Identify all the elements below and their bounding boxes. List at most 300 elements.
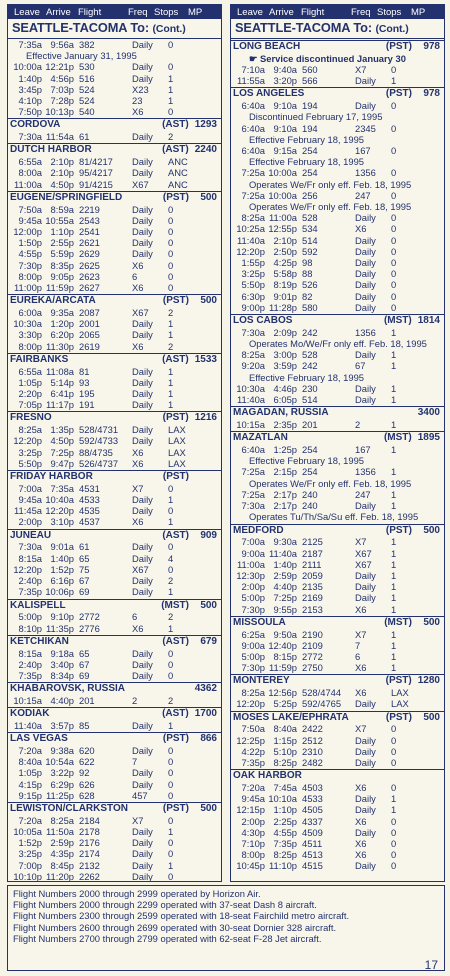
stops: 0: [391, 837, 397, 849]
mileage-points: 866: [200, 733, 217, 745]
stops: 1: [391, 581, 397, 593]
flight-number: 2184: [79, 814, 100, 826]
leave-time: 10:05a: [13, 825, 42, 837]
arrive-time: 1:52p: [50, 563, 74, 575]
flight-row: [231, 268, 444, 279]
flight-number: 620: [79, 744, 95, 756]
column-header: [231, 5, 444, 19]
arrive-time: 9:01p: [273, 290, 297, 302]
stops: 0: [168, 848, 174, 860]
flight-number: 2219: [79, 203, 100, 215]
flight-number: 92: [79, 767, 90, 779]
time-zone: (PST): [385, 41, 412, 52]
leave-time: 8:25a: [18, 424, 42, 436]
arrive-time: 1:40p: [50, 552, 74, 564]
time-zone: (MST): [384, 616, 412, 628]
destination-header: [231, 524, 444, 537]
flight-row: [8, 106, 221, 117]
flight-number: 69: [79, 669, 90, 681]
flight-number: 2125: [302, 536, 323, 548]
frequency: Daily: [355, 826, 376, 838]
leave-time: 10:15a: [236, 419, 265, 431]
arrive-time: 5:58p: [273, 268, 297, 280]
flight-number: 240: [302, 500, 318, 512]
footnote-line: Flight Numbers 2000 through 2299 operated with 37-seat Dash 8 aircraft.: [13, 899, 317, 911]
leave-time: 12:20p: [236, 698, 265, 710]
schedule-note: Operates Tu/Th/Sa/Su eff. Feb. 18, 1995: [249, 511, 419, 523]
flight-row: [231, 592, 444, 603]
flight-number: 592/4765: [302, 698, 342, 710]
flight-number: 2111: [302, 558, 322, 570]
flight-row: [231, 860, 444, 871]
stops: 1: [391, 466, 397, 478]
flight-row: [231, 190, 444, 201]
flight-row: [8, 377, 221, 388]
stops: 1: [168, 399, 174, 411]
flight-row: [8, 226, 221, 237]
leave-time: 9:00a: [241, 639, 265, 651]
flight-number: 2132: [79, 859, 100, 871]
time-zone: (PST): [162, 191, 189, 203]
arrive-time: 7:35p: [273, 837, 297, 849]
destination-header: [8, 353, 221, 366]
stops: 1: [391, 804, 397, 816]
stops: 1: [168, 365, 174, 377]
arrive-time: 5:25p: [273, 698, 297, 710]
frequency: Daily: [132, 388, 153, 400]
frequency: Daily: [355, 212, 376, 224]
flight-number: 4503: [302, 781, 323, 793]
flight-row: [8, 837, 221, 848]
flight-number: 2176: [79, 837, 100, 849]
leave-time: 7:20a: [18, 814, 42, 826]
frequency: X67: [132, 178, 149, 190]
flight-number: 622: [79, 756, 95, 768]
stops: 0: [168, 248, 174, 260]
leave-time: 7:35p: [18, 669, 42, 681]
destination-name: LEWISTON/CLARKSTON: [10, 802, 128, 814]
mileage-points: 1895: [417, 432, 440, 444]
origin-title: [231, 19, 444, 39]
leave-time: 5:50p: [18, 457, 42, 469]
stops: 0: [391, 734, 397, 746]
destination-meta: [378, 407, 440, 419]
stops: LAX: [168, 424, 186, 436]
arrive-time: 8:45p: [50, 859, 74, 871]
flight-row: [231, 581, 444, 592]
frequency: Daily: [132, 237, 153, 249]
arrive-time: 3:20p: [273, 75, 297, 87]
leave-time: 8:25a: [241, 687, 265, 699]
destination-header: [231, 431, 444, 444]
leave-time: 12:20p: [236, 245, 265, 257]
frequency: Daily: [132, 658, 153, 670]
frequency: X6: [355, 603, 367, 615]
arrive-time: 8:19p: [273, 279, 297, 291]
destination-header: [231, 406, 444, 419]
flight-number: 2187: [302, 547, 323, 559]
destination-meta: [378, 432, 440, 444]
stops: 1: [391, 360, 397, 372]
arrive-time: 9:38a: [50, 744, 74, 756]
destination-name: MONTEREY: [233, 675, 290, 687]
arrive-time: 11:25p: [46, 789, 74, 801]
leave-time: 7:00p: [18, 859, 42, 871]
arrive-time: 4:55p: [273, 826, 297, 838]
flight-number: 4515: [302, 860, 323, 872]
flight-number: 2543: [79, 214, 100, 226]
destination-name: FAIRBANKS: [10, 353, 69, 365]
flight-row: [231, 662, 444, 673]
flight-row: [8, 695, 221, 706]
leave-time: 1:05p: [18, 376, 42, 388]
header-freq: Freq: [351, 6, 371, 18]
arrive-time: 2:17p: [273, 488, 297, 500]
arrive-time: 5:59p: [50, 248, 74, 260]
stops: 0: [168, 541, 174, 553]
frequency: Daily: [355, 100, 376, 112]
stops: 4: [168, 552, 174, 564]
flight-row: [231, 349, 444, 360]
leave-time: 1:52p: [18, 837, 42, 849]
schedule-note: ☛ Service discontinued January 30: [249, 52, 406, 64]
destination-header: [8, 635, 221, 648]
flight-number: 2153: [302, 603, 323, 615]
frequency: 247: [355, 189, 371, 201]
arrive-time: 2:50p: [273, 245, 297, 257]
arrive-time: 9:50a: [273, 628, 297, 640]
leave-time: 7:35p: [18, 586, 42, 598]
flight-number: 61: [79, 541, 90, 553]
destination-meta: [155, 636, 217, 648]
arrive-time: 9:55p: [273, 603, 297, 615]
destination-meta: [378, 617, 440, 629]
arrive-time: 2:35p: [273, 419, 297, 431]
leave-time: 9:45a: [18, 494, 42, 506]
header-freq: Freq: [128, 6, 148, 18]
arrive-time: 2:55p: [50, 237, 74, 249]
leave-time: 2:00p: [18, 516, 42, 528]
flight-number: 628: [79, 789, 95, 801]
leave-time: 8:00p: [18, 270, 42, 282]
arrive-time: 8:59a: [50, 203, 74, 215]
mileage-points: 500: [423, 524, 440, 536]
frequency: Daily: [132, 767, 153, 779]
stops: 1: [168, 825, 174, 837]
flight-row: [231, 735, 444, 746]
header-mp: MP: [411, 6, 426, 18]
stops: 0: [391, 290, 397, 302]
flight-row: [231, 246, 444, 257]
stops: 0: [391, 815, 397, 827]
arrive-time: 10:55a: [45, 214, 74, 226]
flight-row: [231, 145, 444, 156]
leave-time: 6:40a: [241, 122, 265, 134]
frequency: X7: [355, 64, 367, 75]
stops: 0: [168, 778, 174, 790]
stops: 1: [391, 628, 397, 640]
flight-number: 514: [302, 234, 318, 246]
flight-number: 2772: [79, 611, 100, 623]
time-zone: (PST): [162, 471, 189, 483]
destination-meta: [378, 315, 440, 327]
flight-number: 65: [79, 552, 90, 564]
leave-time: 10:15a: [13, 694, 42, 706]
leave-time: 5:00p: [241, 650, 265, 662]
leave-time: 11:00p: [14, 282, 42, 294]
flight-row: [231, 687, 444, 698]
flight-number: 2625: [79, 259, 100, 271]
arrive-time: 4:50p: [50, 178, 74, 190]
time-zone: (PST): [385, 675, 412, 687]
stops: LAX: [168, 446, 186, 458]
stops: 0: [168, 837, 174, 849]
frequency: 167: [355, 444, 371, 456]
flight-number: 626: [79, 778, 95, 790]
flight-number: 2135: [302, 581, 323, 593]
flight-number: 2750: [302, 662, 323, 674]
destination-header: [8, 191, 221, 204]
arrive-time: 2:25p: [273, 815, 297, 827]
arrive-time: 3:22p: [50, 767, 74, 779]
frequency: Daily: [132, 214, 153, 226]
destination-header: [8, 470, 221, 483]
flight-row: [231, 782, 444, 793]
stops: 0: [168, 270, 174, 282]
right-schedule: [231, 40, 444, 872]
mileage-points: 500: [423, 711, 440, 723]
flight-number: 2001: [79, 318, 100, 330]
arrive-time: 8:25p: [273, 849, 297, 861]
frequency: X7: [132, 482, 144, 494]
flight-number: 4511: [302, 837, 323, 849]
frequency: Daily: [355, 581, 376, 593]
destination-name: KHABAROVSK, RUSSIA: [10, 683, 126, 695]
arrive-time: 8:25p: [273, 756, 297, 768]
destination-name: LAS VEGAS: [10, 733, 68, 745]
flight-row: [231, 279, 444, 290]
stops: 1: [391, 326, 397, 338]
frequency: Daily: [355, 793, 376, 805]
flight-row: [231, 746, 444, 757]
frequency: 1356: [355, 167, 376, 179]
arrive-time: 12:56p: [268, 687, 297, 699]
flight-number: 88: [302, 268, 313, 280]
time-zone: (PST): [162, 802, 189, 814]
arrive-time: 11:54a: [46, 131, 74, 143]
frequency: Daily: [355, 500, 376, 512]
arrive-time: 9:05p: [50, 270, 74, 282]
leave-time: 9:00a: [241, 547, 265, 559]
flight-number: 2059: [302, 569, 323, 581]
stops: 0: [391, 301, 397, 313]
mileage-points: 1216: [194, 412, 217, 424]
flight-number: 88/4735: [79, 446, 113, 458]
mileage-points: 1280: [417, 675, 440, 687]
destination-name: LONG BEACH: [233, 41, 301, 52]
leave-time: 11:45a: [14, 505, 42, 517]
frequency: X6: [132, 446, 144, 458]
leave-time: 3:25p: [18, 848, 42, 860]
stops: 0: [391, 212, 397, 224]
arrive-time: 2:17p: [273, 500, 297, 512]
flight-number: 514: [302, 394, 318, 406]
destination-meta: [155, 354, 217, 366]
header-arrive: Arrive: [46, 6, 71, 18]
arrive-time: 11:17p: [46, 399, 74, 411]
frequency: X6: [355, 687, 367, 699]
flight-row: [231, 360, 444, 371]
flight-number: 4513: [302, 849, 323, 861]
leave-time: 12:20p: [13, 563, 42, 575]
frequency: Daily: [132, 586, 153, 598]
mileage-points: 1293: [194, 119, 217, 131]
frequency: Daily: [132, 778, 153, 790]
stops: 0: [168, 61, 174, 73]
frequency: Daily: [132, 329, 153, 341]
stops: 0: [168, 744, 174, 756]
destination-name: DUTCH HARBOR: [10, 144, 92, 156]
stops: 1: [168, 388, 174, 400]
stops: 1: [168, 859, 174, 871]
frequency: 247: [355, 488, 371, 500]
continued-label: (Cont.): [152, 23, 186, 35]
flight-row: [8, 84, 221, 95]
flight-row: [8, 586, 221, 597]
flight-number: 2627: [79, 282, 100, 294]
arrive-time: 11:40a: [269, 547, 297, 559]
arrive-time: 4:35p: [50, 848, 74, 860]
leave-time: 7:25a: [241, 466, 265, 478]
leave-time: 9:00p: [241, 301, 265, 313]
arrive-time: 3:59p: [273, 360, 297, 372]
leave-time: 7:30p: [241, 603, 265, 615]
arrive-time: 1:25p: [273, 444, 297, 456]
arrive-time: 11:50a: [46, 825, 74, 837]
frequency: Daily: [132, 318, 153, 330]
header-flight: Flight: [78, 6, 102, 18]
destination-meta: [155, 600, 217, 612]
flight-row: [8, 575, 221, 586]
destination-name: LOS ANGELES: [233, 88, 305, 100]
arrive-time: 9:18a: [50, 647, 74, 659]
stops: 0: [168, 214, 174, 226]
schedule-note: Effective February 18, 1995: [249, 455, 364, 467]
stops: 1: [391, 488, 397, 500]
leave-time: 6:40a: [241, 145, 265, 157]
frequency: Daily: [355, 569, 376, 581]
time-zone: [155, 683, 189, 695]
leave-time: 6:30p: [241, 290, 265, 302]
flight-row: [8, 260, 221, 271]
flight-number: 2422: [302, 723, 323, 735]
frequency: X7: [355, 723, 367, 735]
flight-row: [8, 483, 221, 494]
schedule-note: Discontinued February 17, 1995: [249, 111, 383, 123]
origin-title: [8, 19, 221, 39]
schedule-note: Effective February 18, 1995: [249, 133, 364, 145]
destination-header: [231, 40, 444, 53]
footnote-line: Flight Numbers 2300 through 2599 operated with 18-seat Fairchild metro aircraft.: [13, 910, 350, 922]
leave-time: 10:10p: [13, 870, 42, 882]
destination-name: EUREKA/ARCATA: [10, 295, 96, 307]
leave-time: 7:35p: [241, 756, 265, 768]
leave-time: 7:25a: [241, 167, 265, 179]
flight-number: 201: [302, 419, 318, 431]
flight-row: [8, 790, 221, 801]
stops: 0: [391, 849, 397, 861]
time-zone: (MST): [383, 432, 412, 444]
flight-number: 4509: [302, 826, 323, 838]
frequency: Daily: [132, 541, 153, 553]
destination-meta: [155, 412, 217, 424]
frequency: X6: [355, 223, 367, 235]
flight-row: [231, 548, 444, 559]
arrive-time: 7:35a: [50, 482, 74, 494]
arrive-time: 1:15p: [273, 734, 297, 746]
flight-number: 528: [302, 212, 318, 224]
flight-row: [231, 723, 444, 734]
schedule-note: Effective February 18, 1995: [249, 371, 364, 383]
leave-time: 10:00a: [13, 61, 42, 73]
stops: 1: [391, 603, 397, 615]
frequency: X67: [355, 558, 372, 570]
flight-number: 75: [79, 563, 90, 575]
flight-number: 201: [79, 694, 95, 706]
frequency: Daily: [355, 268, 376, 280]
frequency: X7: [355, 536, 367, 548]
origin-label: SEATTLE-TACOMA To:: [12, 20, 150, 35]
leave-time: 7:10p: [241, 837, 265, 849]
stops: 0: [168, 647, 174, 659]
frequency: Daily: [132, 859, 153, 871]
stops: 0: [168, 482, 174, 494]
flight-number: 98: [302, 257, 313, 269]
stops: 1: [391, 639, 397, 651]
flight-row: [8, 307, 221, 318]
flight-row: [231, 383, 444, 394]
time-zone: (PST): [385, 88, 412, 100]
stops: 1: [168, 586, 174, 598]
leave-time: 7:50p: [18, 106, 42, 118]
schedule-note: Effective January 31, 1995: [26, 50, 137, 62]
flight-number: 242: [302, 360, 318, 372]
flight-row: [231, 757, 444, 768]
flight-row: [8, 61, 221, 72]
arrive-time: 9:47p: [50, 457, 74, 469]
stops: 0: [168, 658, 174, 670]
arrive-time: 6:41p: [50, 388, 74, 400]
continued-label: (Cont.): [375, 23, 409, 35]
stops: 0: [168, 870, 174, 882]
mileage-points: 978: [423, 41, 440, 52]
frequency: 6: [355, 650, 361, 662]
leave-time: 7:20a: [241, 781, 265, 793]
flight-row: [8, 860, 221, 871]
flight-row: [231, 235, 444, 246]
stops: LAX: [168, 435, 186, 447]
flight-number: 2623: [79, 270, 100, 282]
flight-number: 526/4737: [79, 457, 119, 469]
flight-row: [231, 793, 444, 804]
arrive-time: 3:40p: [50, 658, 74, 670]
flight-number: 592: [302, 245, 318, 257]
flight-number: 2541: [79, 226, 100, 238]
flight-row: [8, 204, 221, 215]
leave-time: 9:15p: [18, 789, 42, 801]
arrive-time: 8:40a: [273, 723, 297, 735]
stops: 1: [391, 500, 397, 512]
